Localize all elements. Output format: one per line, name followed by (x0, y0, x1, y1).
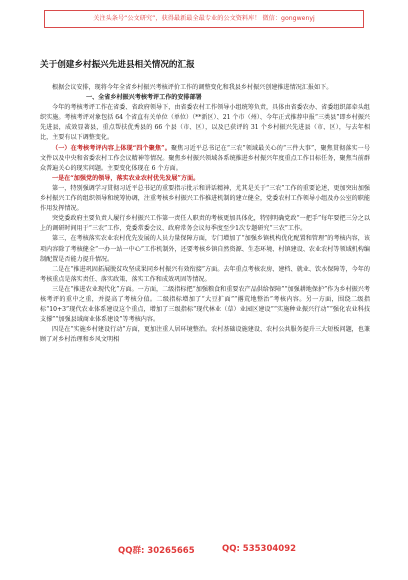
paragraph: 突党委政府主要负责人履行乡村振兴工作第一责任人职责的考核更加具体化，特别明确党政“一把手”每年要把三分之以上的调研时间用于“三农”工作，党委常委会议、政府常务会议每季度至少1次专题研究“三农”工作。 (40, 215, 370, 233)
paragraph: 四是在“实施乡村建设行动”方面，更加注重人居环境整治。农村基础设施建设、农村公共服务提升三大短板问题，也兼顾了对乡村治理和乡风文明相 (40, 326, 370, 344)
top-banner: 关注头条号“公文研究”，获得最新最全最专业的公文资料库！ 微信：gongwenyj (44, 10, 364, 28)
paragraph: 今年的考核考评工作在省委、省政府领导下，由省委农村工作领导小组统筹负责，具体由省委农办、省委组织部牵头组织实施。考核考评对象包括 64 个省直有关单位（单位）（**新区）、21 个市（州）、今年正式推荐申报“三类县”即乡村振兴先进县，成效显著县，重点帮扶优秀县的 66 个县（市、区），以及已获评的 31 个乡村振兴先进县（市、区），与去年相比，主要有以下调整变化。 (40, 104, 370, 142)
footer-qq: QQ: 535304092 (222, 544, 297, 554)
paragraph: 二是在“推进巩固拓展脱贫攻坚成果同乡村振兴有效衔接”方面。去年重点考核农房、建档、就业、饮水保障等，今年的考核重点是落实责任、落实政策、落实工作和成效巩固等情况。 (40, 265, 370, 283)
paragraph: 根据会议安排，现将今年全省乡村振兴考核评价工作的调整变化和我县乡村振兴创建推进情况汇报如下。 (52, 84, 333, 91)
footer-qq-group: QQ群: 30265665 (118, 546, 195, 556)
sub-heading: 一是在“加强党的领导，落实农业农村优先发展”方面。 (52, 174, 200, 182)
paragraph: 第三，在考核落实农业农村优先发展的人员力量保障方面，专门增加了“加强乡镇机构优化配置和管理”的考核内容，该项内容除了考核健全“一办一站一中心”工作机制外，还要考核乡镇自然资源、生态环境、村镇建设、农业农村等领域机构编制配置是否能力提升情况。 (40, 235, 370, 263)
paragraphs (40, 83, 370, 345)
document-body (40, 58, 370, 345)
paragraph-text: 聚焦习近平总书记在“三农”领域最关心的“三件大事”，聚焦贯彻落实一号文件以及中央和省委农村工作会议精神等情况。聚焦乡村振兴领域各系统推进乡村振兴年度重点工作目标任务，聚焦当前群众普遍关心的现实问题。主要变化体现在 6 个方面。 (40, 144, 370, 172)
paragraph: 第一，特别强调学习贯彻习近平总书记的重要指示批示和讲话精神，尤其是关于“三农”工作的重要论述，更加突出加强乡村振兴工作的组织领导和统筹协调，注重考核乡村振兴工作推进机制的建立健全，党委农村工作领导小组及办公室的职能作用发挥情况。 (40, 184, 370, 213)
lead-text: （一）在考核考评内容上体现“四个聚焦”。 (52, 144, 171, 152)
section-heading: 一、全省乡村振兴考核考评工作的安排部署 (86, 94, 202, 102)
document-title: 关于创建乡村振兴先进县相关情况的汇报 (40, 60, 195, 70)
paragraph (40, 144, 370, 174)
footer (0, 544, 408, 558)
paragraph: 三是在“推进农业现代化”方面。一方面，二级指标把“加强粮食和重要农产品供给保障”“加强耕地保护”作为乡村振兴考核考评的重中之重，并提高了考核分值。二级指标增加了“大豆扩面”“撂荒地整治”考核内容。另一方面，围绕二级指标“10+3”现代农业体系建设这个重点，增加了三级指标“现代林业（草）业园区建设”“实施种业振兴行动”“强化农业科技支撑”“加强县域商业体系建设”等考核内容。 (40, 285, 370, 324)
